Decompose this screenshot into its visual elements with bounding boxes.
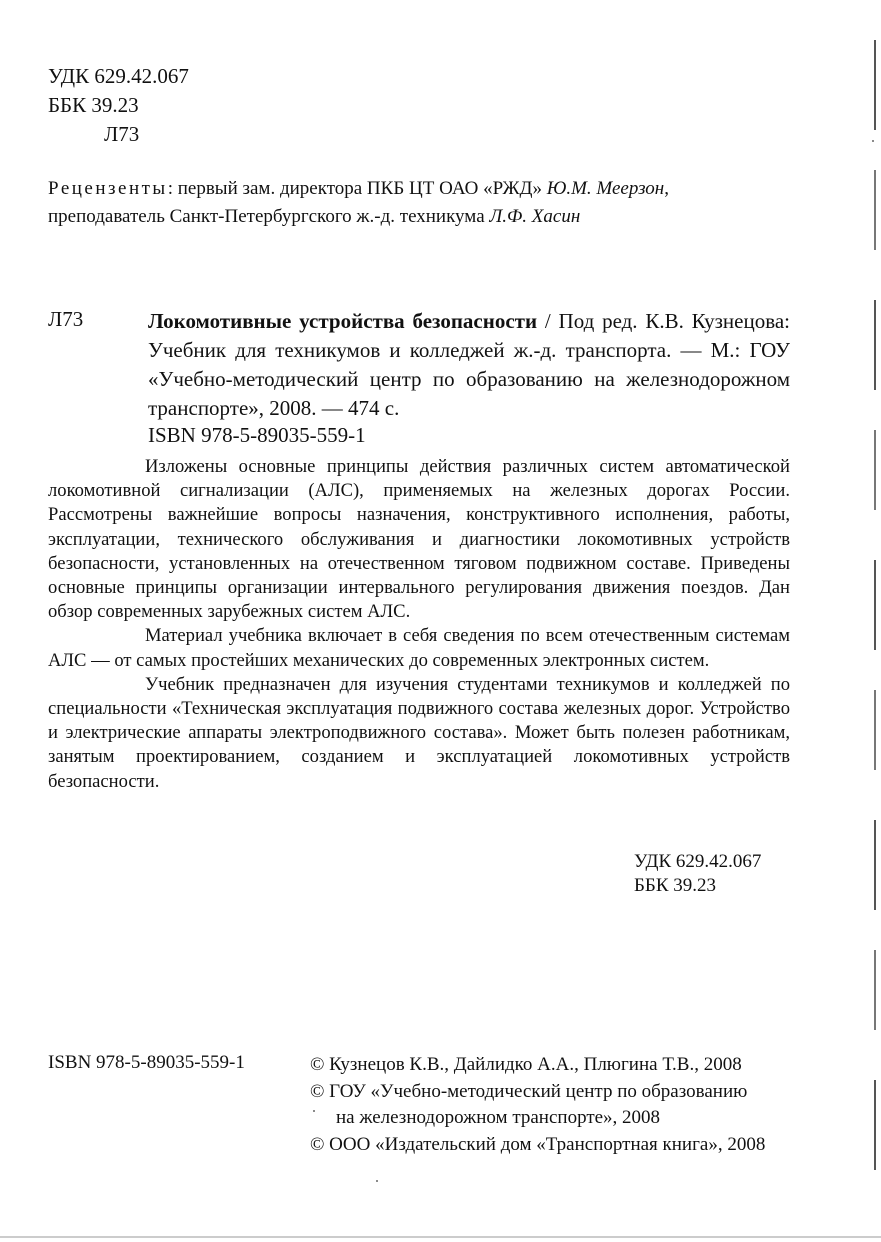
copyright-line-4: © ООО «Издательский дом «Транспортная книга», 2008 [310, 1133, 766, 1155]
copyright-line-2: © ГОУ «Учебно-методический центр по образованию [310, 1080, 748, 1102]
reviewers-line1-text: : первый зам. директора ПКБ ЦТ ОАО «РЖД» [167, 178, 547, 199]
udk-block-top [48, 62, 189, 149]
abstract-paragraph-2: Материал учебника включает в себя сведения по всем отечественным системам АЛС — от самых простейших механических до современных электронных систем. [48, 625, 790, 671]
reviewers-label: Рецензенты [48, 178, 168, 199]
abstract-paragraph-3: Учебник предназначен для изучения студентами техникумов и колледжей по специальности «Техническая эксплуатация подвижного состава железных дорог. Устройство и электрические аппараты электроподвижного состава». Может быть полезен работникам, занятым проектированием, созданием и эксплуатацией локомотивных устройств безопасности. [48, 673, 790, 792]
bbk-code: ББК 39.23 [48, 93, 139, 117]
reviewer-name-2: Л.Ф. Хасин [489, 206, 581, 227]
bbk-code-bottom: ББК 39.23 [634, 875, 716, 896]
udk-code: УДК 629.42.067 [48, 64, 189, 88]
reviewers-line1-end: , [664, 178, 669, 199]
reviewers-line2-text: преподаватель Санкт-Петербургского ж.-д. техникума [48, 206, 490, 227]
udk-block-bottom [634, 850, 761, 898]
isbn-middle: ISBN 978-5-89035-559-1 [148, 423, 366, 447]
udk-code-bottom: УДК 629.42.067 [634, 851, 762, 872]
scan-bottom-edge [0, 1236, 881, 1238]
book-title: Локомотивные устройства безопасности [148, 309, 538, 333]
copyright-block [310, 1052, 765, 1158]
scan-edge-line [874, 40, 876, 1200]
author-mark: Л73 [104, 122, 140, 146]
book-description: / Под ред. К.В. Кузнецова: Учебник для техникумов и колледжей ж.-д. транспорта. — М.: ГОУ «Учебно-методический центр по образованию на железнодорожном транспорте», 2008. — 474 с. [148, 309, 790, 420]
scan-speck [872, 140, 874, 142]
abstract-paragraph-1: Изложены основные принципы действия различных систем автоматической локомотивной сигнализации (АЛС), применяемых на железных дорогах России. Рассмотрены важнейшие вопросы назначения, конструктивного исполнения, работы, эксплуатации, технического обслуживания и диагностики локомотивных устройств безопасности, установленных на отечественном тяговом подвижном составе. Приведены основные принципы организации интервального регулирования движения поездов. Дан обзор современных зарубежных систем АЛС. [48, 456, 790, 623]
copyright-line-3: на железнодорожном транспорте», 2008 [336, 1107, 661, 1128]
bibliographic-description [148, 307, 790, 423]
isbn-bottom: ISBN 978-5-89035-559-1 [48, 1052, 245, 1073]
copyright-line-1: © Кузнецов К.В., Дайлидко А.А., Плюгина Т.В., 2008 [310, 1054, 742, 1075]
reviewers [48, 175, 828, 231]
abstract [48, 455, 790, 794]
scan-speck [313, 1110, 315, 1112]
catalog-code: Л73 [48, 307, 84, 331]
reviewer-name-1: Ю.М. Меерзон [546, 178, 665, 199]
scan-speck [376, 1180, 378, 1182]
